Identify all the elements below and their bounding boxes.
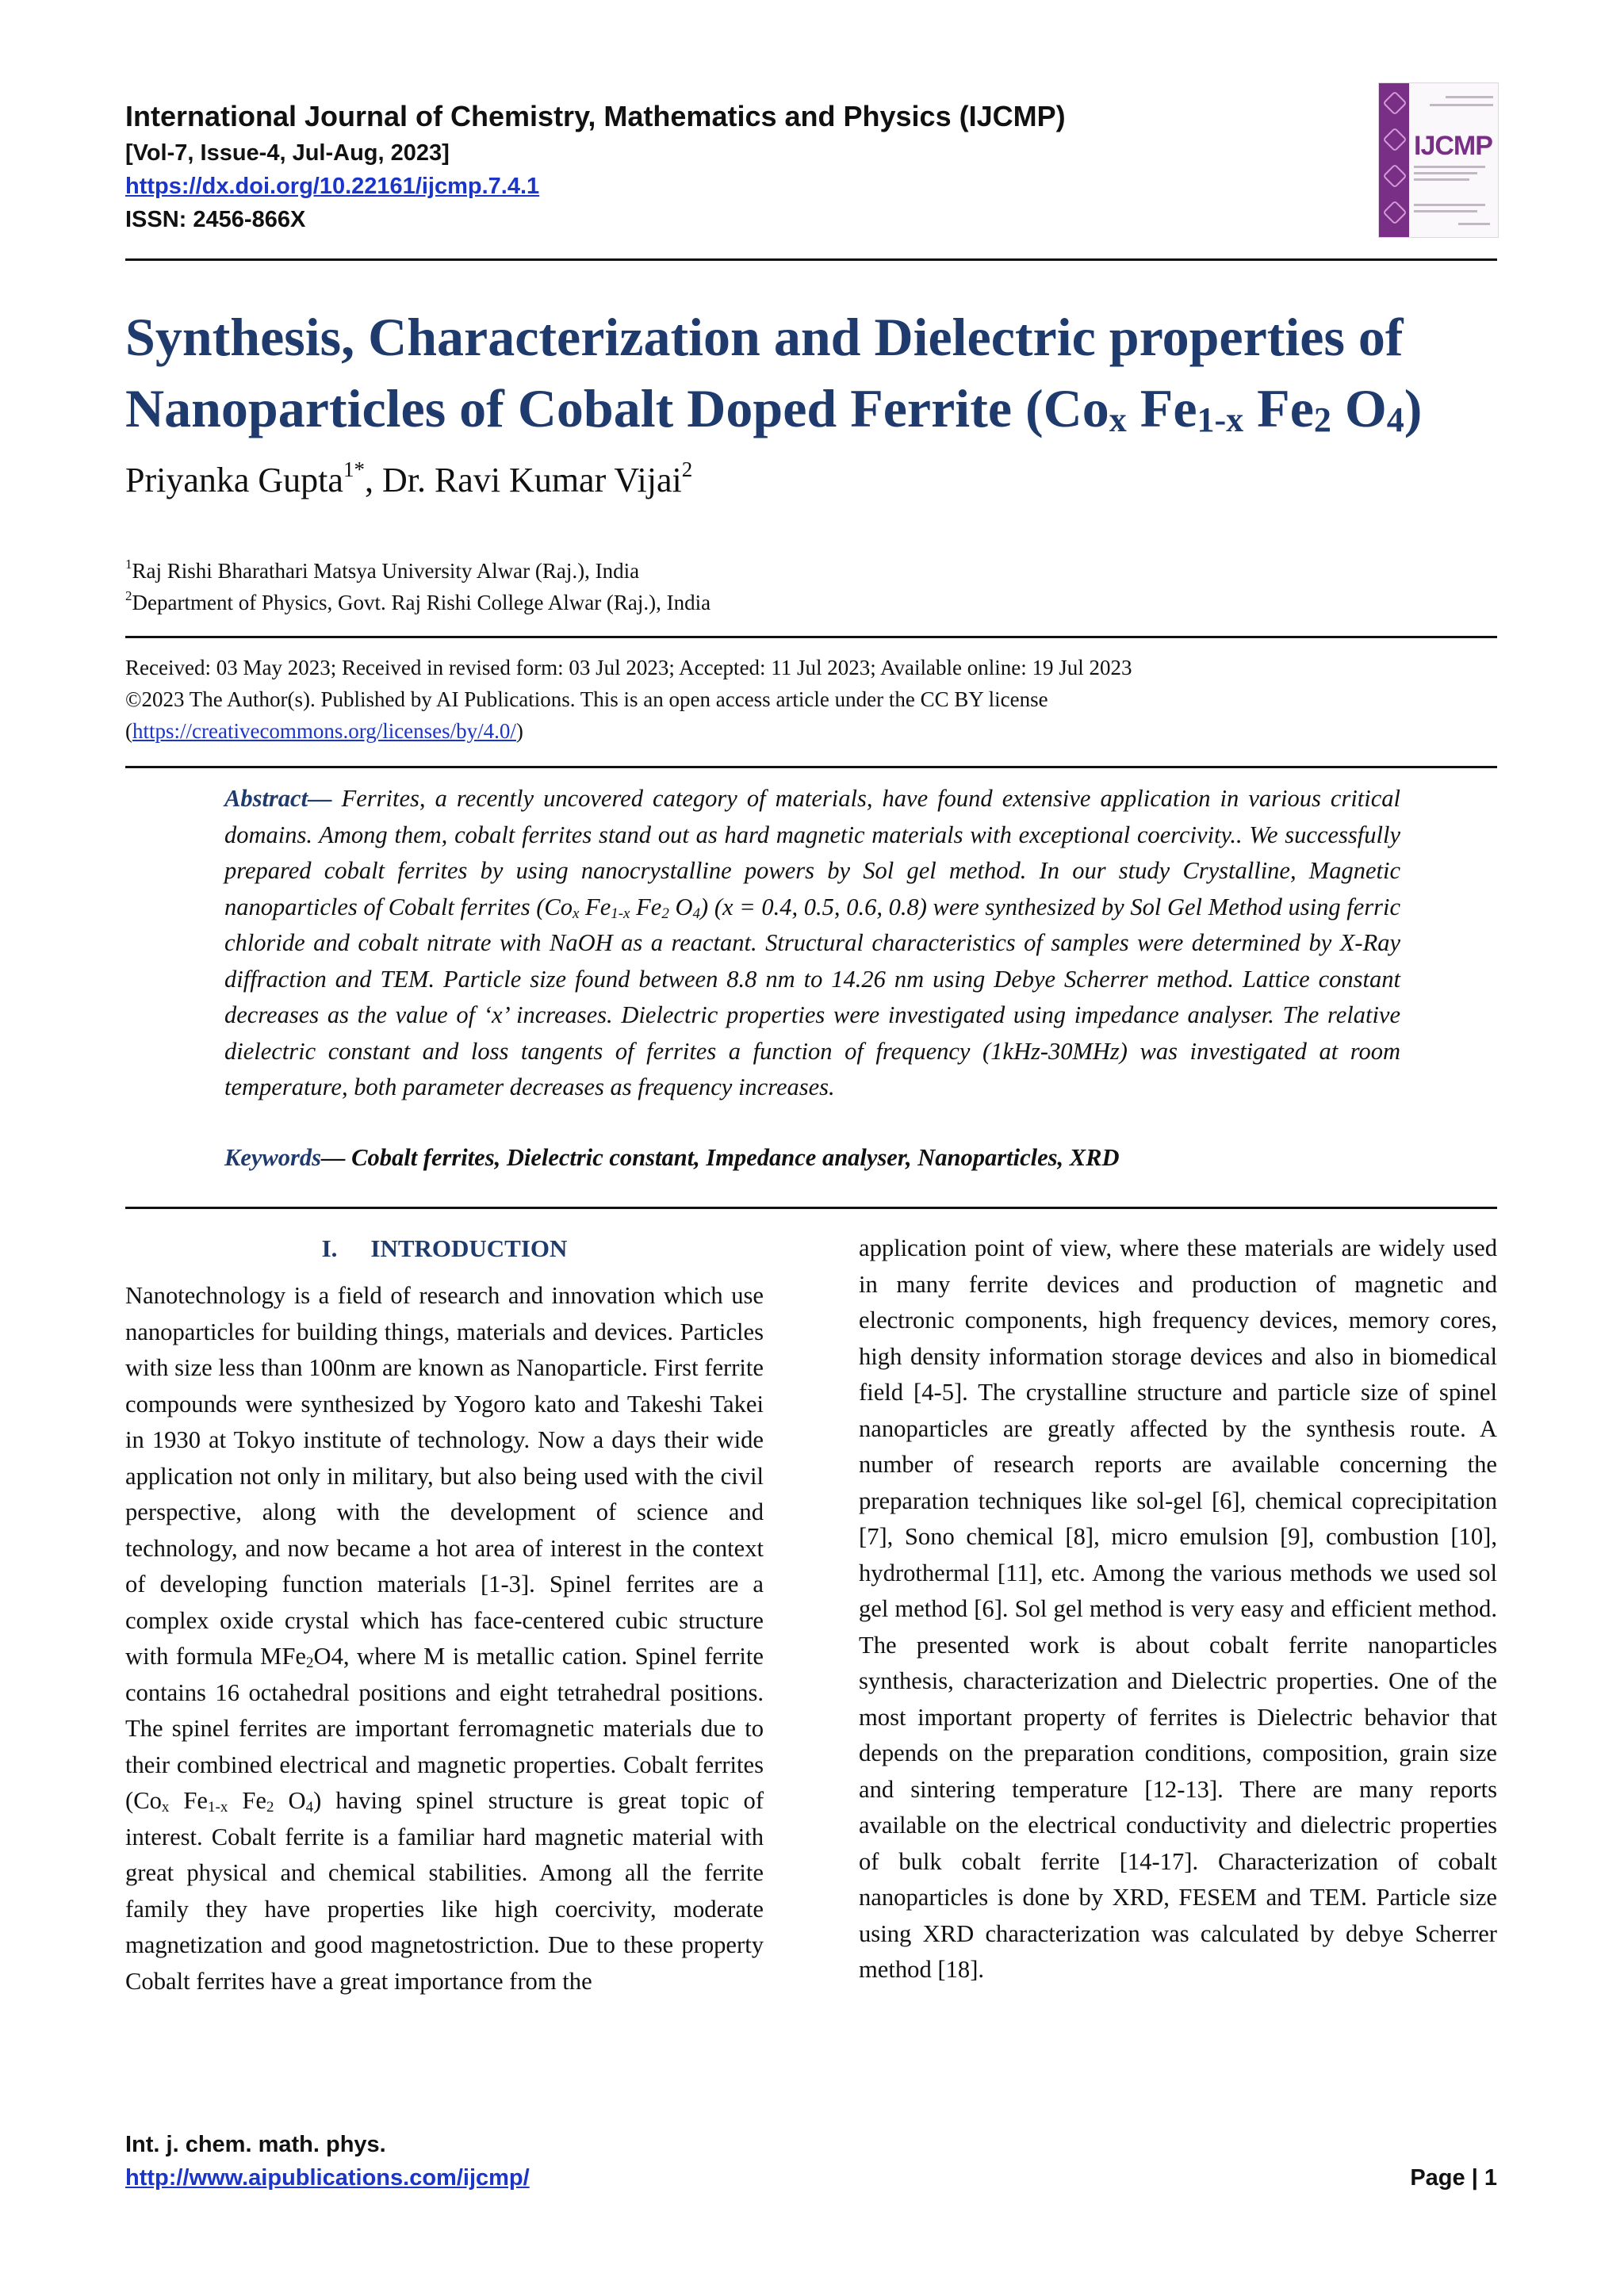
doi-link[interactable]: https://dx.doi.org/10.22161/ijcmp.7.4.1 bbox=[125, 174, 540, 199]
footer-journal-link[interactable]: http://www.aipublications.com/ijcmp/ bbox=[125, 2165, 530, 2191]
keywords bbox=[224, 1140, 1400, 1176]
journal-name: International Journal of Chemistry, Mathematics and Physics (IJCMP) bbox=[125, 100, 1066, 132]
keywords-label: Keywords bbox=[224, 1144, 321, 1171]
cover-text-line bbox=[1414, 172, 1477, 174]
received-top-rule bbox=[125, 636, 1497, 638]
author-sup: 1* bbox=[343, 457, 365, 481]
page-footer bbox=[125, 2128, 1497, 2195]
body-text-right-column: application point of view, where these materials are widely used in many ferrite devices and production of magnetic and electronic components, high frequency devices, memory cores, high density information storage devices and also in biomedical field [4-5]. The crystalline structure and particle size of spinel nanoparticles are greatly affected by the synthesis route. A number of research reports are available concerning the preparation techniques like sol-gel [6], chemical coprecipitation [7], Sono chemical [8], micro emulsion [9], combustion [10], hydrothermal [11], etc. Among the various methods we used sol gel method [6]. Sol gel method is very easy and efficient method. The presented work is about cobalt ferrite nanoparticles synthesis, characterization and Dielectric properties. One of the most important property of ferrites is Dielectric behavior that depends on the preparation conditions, composition, grain size and sintering temperature [12-13]. There are many reports available on the electrical conductivity and dielectric properties of bulk cobalt ferrite [14-17]. Characterization of cobalt nanoparticles is done by XRD, FESEM and TEM. Particle size using XRD characterization was calculated by debye Scherrer method [18]. bbox=[859, 1234, 1497, 1983]
cover-text-line bbox=[1414, 178, 1469, 181]
abstract-label: Abstract— bbox=[224, 785, 332, 812]
received-dates: Received: 03 May 2023; Received in revised form: 03 Jul 2023; Accepted: 11 Jul 2023; Available online: 19 Jul 2023 bbox=[125, 656, 1132, 679]
received-info bbox=[125, 652, 1497, 747]
author-list: Priyanka Gupta$^{1*}$, Dr. Ravi Kumar Vijai$^2$ bbox=[125, 457, 693, 499]
paper-title bbox=[125, 301, 1497, 444]
author-name: Priyanka Gupta bbox=[125, 461, 343, 499]
body-top-rule bbox=[125, 1207, 1497, 1209]
journal-header bbox=[125, 97, 1315, 236]
journal-volume: [Vol-7, Issue-4, Jul-Aug, 2023] bbox=[125, 140, 450, 166]
title-line-2: Nanoparticles of Cobalt Doped Ferrite ($Co_x$ $Fe_{1-x}$ $Fe_2$ $O_4$) bbox=[125, 378, 1423, 439]
section-number: I. bbox=[321, 1234, 338, 1262]
cover-text-line bbox=[1414, 204, 1485, 206]
affiliations bbox=[125, 555, 710, 618]
author-name: Dr. Ravi Kumar Vijai bbox=[381, 461, 682, 499]
issn: ISSN: 2456-866X bbox=[125, 207, 306, 232]
journal-cover-image bbox=[1378, 82, 1499, 238]
cover-text-line bbox=[1414, 166, 1485, 168]
cover-logo: IJCMP bbox=[1414, 131, 1492, 161]
title-line-1: Synthesis, Characterization and Dielectric properties of bbox=[125, 307, 1404, 367]
author-sup: 2 bbox=[681, 457, 693, 481]
affiliation: $^2$Department of Physics, Govt. Raj Rishi College Alwar (Raj.), India bbox=[125, 588, 711, 614]
footer-journal-abbrev: Int. j. chem. math. phys. bbox=[125, 2132, 386, 2157]
affiliation: $^1$Raj Rishi Bharathari Matsya University Alwar (Raj.), India bbox=[125, 557, 640, 583]
abstract: Abstract— Ferrites, a recently uncovered category of materials, have found extensive application in various critical domains. Among them, cobalt ferrites stand out as hard magnetic materials with exceptional coercivity.. We successfully prepared cobalt ferrites by using nanocrystalline powers by Sol gel method. In our study Crystalline, Magnetic nanoparticles of Cobalt ferrites ($Co_x$ $Fe_{1-x}$ $Fe_2$ $O_4$) (x = 0.4, 0.5, 0.6, 0.8) were synthesized by Sol Gel Method using ferric chloride and cobalt nitrate with NaOH as a reactant. Structural characteristics of samples were determined by X-Ray diffraction and TEM. Particle size found between 8.8 nm to 14.26 nm using Debye Scherrer method. Lattice constant decreases as the value of ‘x’ increases. Dielectric properties were investigated using impedance analyser. The relative dielectric constant and loss tangents of ferrites a function of frequency (1kHz-30MHz) was investigated at room temperature, both parameter decreases as frequency increases. bbox=[224, 785, 1401, 1100]
license-link[interactable]: https://creativecommons.org/licenses/by/4.0/ bbox=[132, 719, 516, 743]
body-text-left-column: Nanotechnology is a field of research and innovation which use nanoparticles for building things, materials and devices. Particles with size less than 100nm are known as Nanoparticle. First ferrite compounds were synthesized by Yogoro kato and Takeshi Takei in 1930 at Tokyo institute of technology. Now a days their wide application not only in military, but also being used with the civil perspective, along with the development of science and technology, and now became a hot area of interest in the context of developing function materials [1-3]. Spinel ferrites are a complex oxide crystal which has face-centered cubic structure with formula MFe$_2$O4, where M is metallic cation. Spinel ferrite contains 16 octahedral positions and eight tetrahedral positions. The spinel ferrites are important ferromagnetic materials due to their combined electrical and magnetic properties. Cobalt ferrites ($Co_x$ $Fe_{1-x}$ $Fe_2$ $O_4$) having spinel structure is great topic of interest. Cobalt ferrite is a familiar hard magnetic material with great physical and chemical stabilities. Among all the ferrite family they have properties like high coercivity, moderate magnetization and good magnetostriction. Due to these property Cobalt ferrites have a great importance from the bbox=[125, 1282, 764, 1995]
license-url-line: (https://creativecommons.org/licenses/by/4.0/) bbox=[125, 719, 523, 743]
cover-text-line bbox=[1430, 104, 1493, 106]
section-title: INTRODUCTION bbox=[370, 1234, 568, 1262]
cover-text-line bbox=[1458, 223, 1490, 225]
keywords-text: — Cobalt ferrites, Dielectric constant, Impedance analyser, Nanoparticles, XRD bbox=[321, 1144, 1120, 1171]
cover-text-line bbox=[1414, 210, 1477, 212]
abstract-top-rule bbox=[125, 766, 1497, 768]
cover-text-line bbox=[1446, 96, 1493, 98]
header-rule bbox=[125, 258, 1497, 261]
page-number: Page | 1 bbox=[1410, 2165, 1497, 2191]
section-heading bbox=[125, 1230, 764, 1266]
license-text: ©2023 The Author(s). Published by AI Publications. This is an open access article under the CC BY license bbox=[125, 687, 1048, 711]
